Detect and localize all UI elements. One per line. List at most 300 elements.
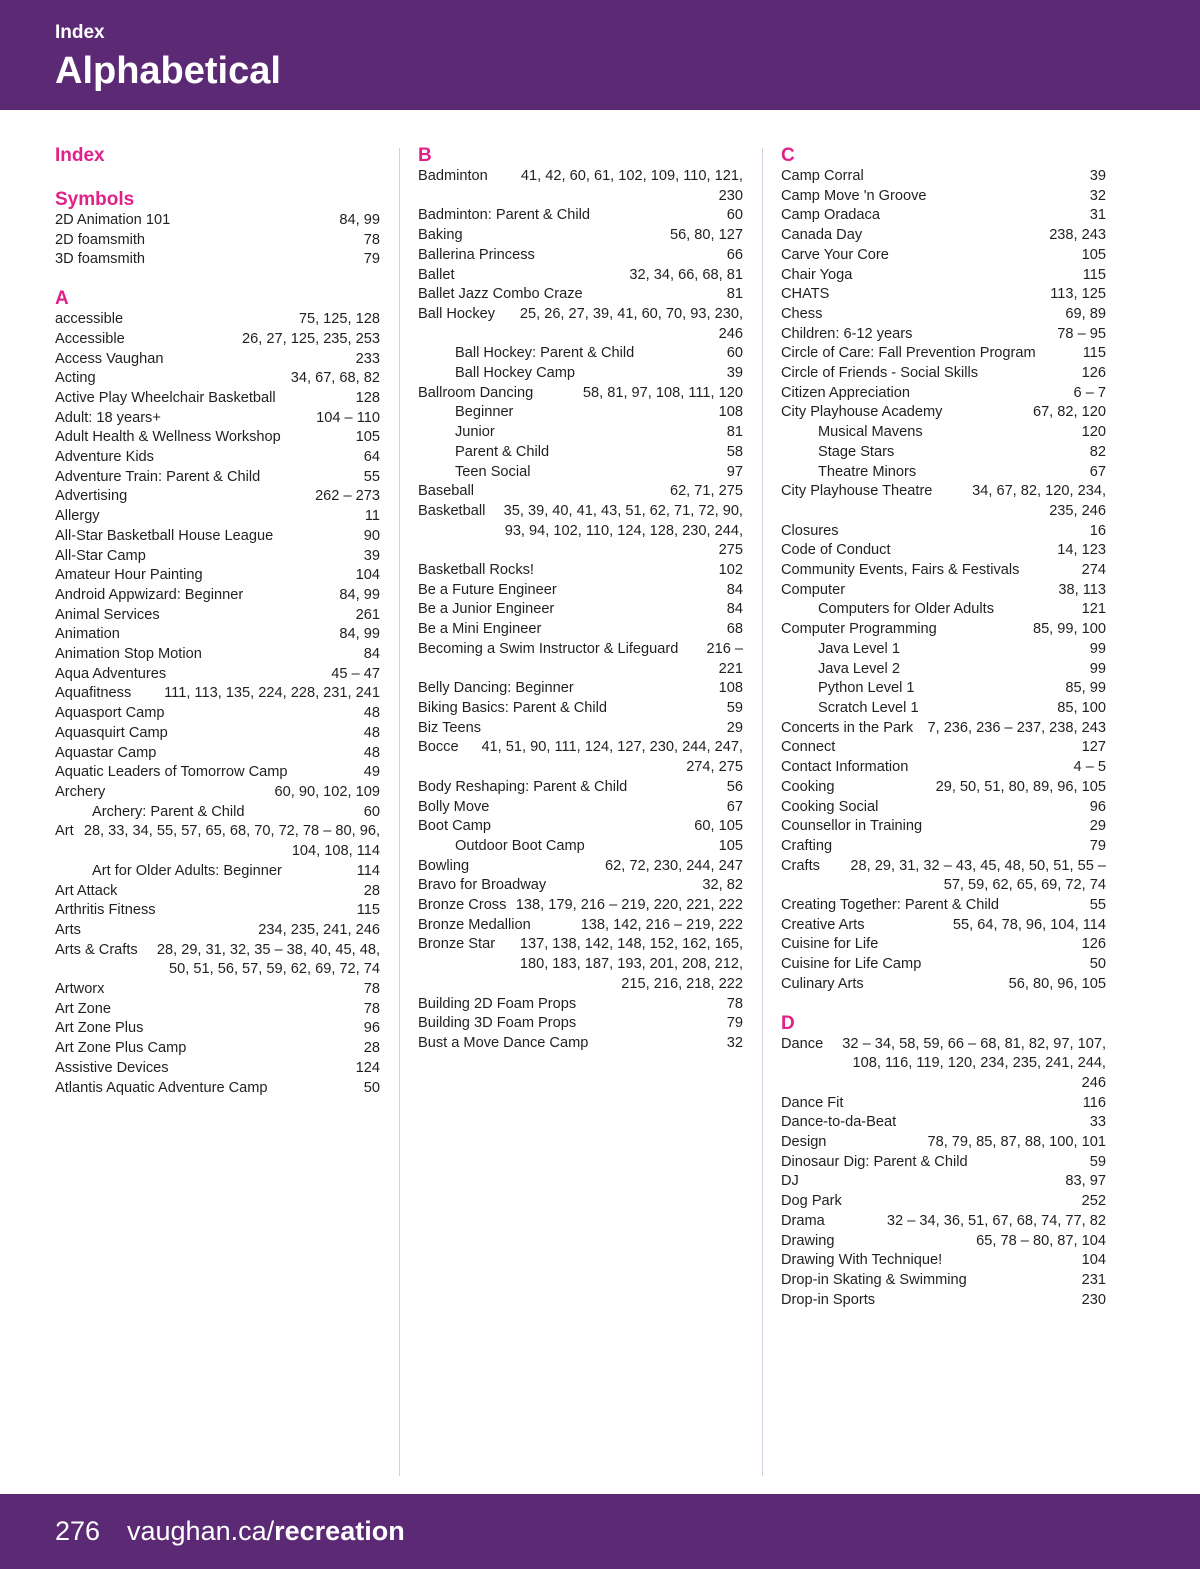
entry-pages: 81 bbox=[726, 286, 743, 303]
entry-pages: 33 bbox=[1089, 1114, 1106, 1131]
entry-pages: 114 bbox=[356, 862, 380, 879]
entry-pages: 233 bbox=[355, 350, 380, 367]
entry-pages: 29 bbox=[726, 719, 743, 736]
entry-term: Biking Basics: Parent & Child bbox=[418, 699, 607, 716]
entry-term: Python Level 1 bbox=[818, 680, 915, 697]
entry-pages: 35, 39, 40, 41, 43, 51, 62, 71, 72, 90, 93, 94, 102, 110, 124, 128, 230, 244, 275 bbox=[503, 502, 743, 559]
index-entry bbox=[418, 817, 743, 837]
entry-term: Contact Information bbox=[781, 759, 909, 776]
index-entry bbox=[55, 547, 380, 567]
index-entry bbox=[781, 285, 1106, 305]
entry-pages: 216 – 221 bbox=[706, 640, 743, 677]
entry-pages: 230 bbox=[1081, 1291, 1106, 1308]
page-number: 276 bbox=[55, 1516, 101, 1546]
index-entry bbox=[55, 665, 380, 685]
entry-term: Citizen Appreciation bbox=[781, 384, 910, 401]
index-entry bbox=[781, 837, 1106, 857]
index-entry bbox=[781, 916, 1106, 936]
index-entry bbox=[55, 448, 380, 468]
index-entry bbox=[55, 389, 380, 409]
index-entry bbox=[55, 803, 380, 823]
index-column-3 bbox=[781, 145, 1106, 1328]
entry-pages: 62, 72, 230, 244, 247 bbox=[605, 857, 743, 874]
url-prefix: vaughan.ca/ bbox=[127, 1516, 275, 1546]
entry-pages: 48 bbox=[363, 705, 380, 722]
entry-term: Aqua Adventures bbox=[55, 665, 167, 682]
entry-pages: 84, 99 bbox=[339, 586, 380, 603]
entry-term: Dance-to-da-Beat bbox=[781, 1114, 897, 1131]
page-header bbox=[0, 0, 1200, 110]
entry-term: Animation bbox=[55, 626, 120, 643]
entry-pages: 50 bbox=[1089, 956, 1106, 973]
index-entry bbox=[418, 798, 743, 818]
entry-term: Crafts bbox=[781, 857, 820, 874]
entry-pages: 58, 81, 97, 108, 111, 120 bbox=[582, 384, 743, 401]
entry-pages: 60 bbox=[726, 207, 743, 224]
entry-pages: 78 – 95 bbox=[1057, 325, 1106, 342]
entry-pages: 67, 82, 120 bbox=[1032, 404, 1106, 421]
entry-pages: 105 bbox=[1081, 246, 1106, 263]
page-title: Alphabetical bbox=[55, 50, 281, 92]
index-entry bbox=[55, 231, 380, 251]
entry-pages: 121 bbox=[1081, 601, 1106, 618]
section-letter: Symbols bbox=[55, 189, 135, 210]
entry-term: Building 2D Foam Props bbox=[418, 995, 577, 1012]
entry-term: Camp Oradaca bbox=[781, 207, 880, 224]
index-entry bbox=[781, 1212, 1106, 1232]
entry-pages: 79 bbox=[1089, 837, 1106, 854]
entry-term: Concerts in the Park bbox=[781, 719, 914, 736]
index-entry bbox=[418, 443, 743, 463]
entry-term: Drama bbox=[781, 1212, 825, 1229]
entry-term: Drawing bbox=[781, 1232, 835, 1249]
entry-pages: 83, 97 bbox=[1065, 1173, 1106, 1190]
entry-pages: 64 bbox=[363, 449, 380, 466]
entry-pages: 50 bbox=[363, 1079, 380, 1096]
entry-term: Dance bbox=[781, 1035, 824, 1052]
entry-term: Dinosaur Dig: Parent & Child bbox=[781, 1153, 968, 1170]
entry-pages: 28 bbox=[363, 1040, 380, 1057]
index-entry bbox=[781, 403, 1106, 423]
entry-pages: 115 bbox=[356, 902, 380, 919]
index-entry bbox=[55, 783, 380, 803]
entry-pages: 6 – 7 bbox=[1073, 384, 1106, 401]
index-entry bbox=[781, 857, 1106, 896]
entry-pages: 115 bbox=[1082, 345, 1106, 362]
entry-pages: 138, 179, 216 – 219, 220, 221, 222 bbox=[515, 897, 743, 914]
entry-term: Design bbox=[781, 1134, 827, 1151]
entry-term: Aquafitness bbox=[55, 685, 132, 702]
entry-term: Active Play Wheelchair Basketball bbox=[55, 389, 276, 406]
entry-term: Camp Move 'n Groove bbox=[781, 187, 927, 204]
index-entry bbox=[781, 798, 1106, 818]
entry-term: Computers for Older Adults bbox=[818, 601, 995, 618]
entry-pages: 105 bbox=[355, 429, 380, 446]
entry-pages: 59 bbox=[726, 699, 743, 716]
entry-pages: 55, 64, 78, 96, 104, 114 bbox=[952, 916, 1106, 933]
index-entry bbox=[781, 226, 1106, 246]
entry-pages: 32 bbox=[726, 1034, 743, 1051]
index-entry bbox=[781, 640, 1106, 660]
entry-pages: 262 – 273 bbox=[315, 488, 380, 505]
index-entry bbox=[418, 206, 743, 226]
index-section bbox=[781, 1013, 1106, 1311]
index-entry bbox=[55, 369, 380, 389]
entry-term: Scratch Level 1 bbox=[818, 699, 919, 716]
entry-term: Computer bbox=[781, 581, 846, 598]
index-entry bbox=[55, 1039, 380, 1059]
index-entry bbox=[781, 620, 1106, 640]
index-entry bbox=[418, 699, 743, 719]
entry-pages: 84 bbox=[726, 581, 743, 598]
entry-pages: 104 – 110 bbox=[316, 409, 380, 426]
entry-term: Basketball Rocks! bbox=[418, 562, 534, 579]
entry-pages: 104 bbox=[355, 567, 380, 584]
entry-pages: 16 bbox=[1089, 522, 1106, 539]
entry-pages: 60, 105 bbox=[694, 818, 743, 835]
entry-pages: 82 bbox=[1089, 443, 1106, 460]
index-entry bbox=[55, 901, 380, 921]
entry-pages: 113, 125 bbox=[1050, 286, 1106, 303]
entry-term: Creating Together: Parent & Child bbox=[781, 897, 999, 914]
index-entry bbox=[55, 1079, 380, 1099]
section-letter: B bbox=[418, 145, 432, 166]
index-entry bbox=[418, 305, 743, 344]
entry-term: Cuisine for Life Camp bbox=[781, 956, 922, 973]
entry-term: Cooking bbox=[781, 778, 835, 795]
entry-pages: 56, 80, 96, 105 bbox=[1008, 975, 1106, 992]
entry-pages: 31 bbox=[1089, 207, 1106, 224]
entry-pages: 56, 80, 127 bbox=[669, 227, 743, 244]
entry-term: Advertising bbox=[55, 488, 128, 505]
entry-term: Community Events, Fairs & Festivals bbox=[781, 562, 1020, 579]
entry-pages: 14, 123 bbox=[1057, 542, 1106, 559]
index-entry bbox=[781, 1172, 1106, 1192]
index-entry bbox=[55, 763, 380, 783]
index-entry bbox=[781, 935, 1106, 955]
entry-term: Access Vaughan bbox=[55, 350, 164, 367]
index-entry bbox=[55, 250, 380, 270]
entry-term: Allergy bbox=[55, 508, 100, 525]
index-entry bbox=[781, 1251, 1106, 1271]
index-entry bbox=[781, 384, 1106, 404]
entry-term: All-Star Camp bbox=[55, 547, 146, 564]
entry-term: Body Reshaping: Parent & Child bbox=[418, 778, 628, 795]
entry-term: Musical Mavens bbox=[818, 424, 923, 441]
index-entry bbox=[55, 684, 380, 704]
entry-pages: 97 bbox=[726, 463, 743, 480]
index-column-2 bbox=[418, 145, 743, 1072]
entry-term: Bust a Move Dance Camp bbox=[418, 1034, 589, 1051]
entry-term: Junior bbox=[455, 424, 495, 441]
entry-term: Art Zone Plus Camp bbox=[55, 1040, 187, 1057]
entry-pages: 28, 29, 31, 32 – 43, 45, 48, 50, 51, 55 – 57, 59, 62, 65, 69, 72, 74 bbox=[850, 857, 1106, 894]
entry-term: Dog Park bbox=[781, 1193, 842, 1210]
entry-term: Artworx bbox=[55, 981, 105, 998]
footer-url[interactable] bbox=[127, 1516, 405, 1547]
entry-term: Teen Social bbox=[455, 463, 531, 480]
entry-pages: 79 bbox=[726, 1015, 743, 1032]
index-entry bbox=[55, 822, 380, 861]
index-entry bbox=[55, 310, 380, 330]
index-entry bbox=[418, 344, 743, 364]
index-entry bbox=[781, 423, 1106, 443]
entry-pages: 102 bbox=[718, 562, 743, 579]
entry-term: 2D Animation 101 bbox=[55, 212, 171, 228]
entry-pages: 68 bbox=[726, 621, 743, 638]
entry-pages: 79 bbox=[363, 251, 380, 268]
entry-pages: 252 bbox=[1081, 1193, 1106, 1210]
entry-term: Ball Hockey: Parent & Child bbox=[455, 345, 635, 362]
entry-pages: 60, 90, 102, 109 bbox=[274, 783, 380, 800]
entry-pages: 108 bbox=[718, 404, 743, 421]
entry-pages: 28 bbox=[363, 882, 380, 899]
entry-pages: 99 bbox=[1089, 660, 1106, 677]
index-entry bbox=[781, 305, 1106, 325]
entry-term: Animal Services bbox=[55, 606, 160, 623]
index-entry bbox=[418, 502, 743, 561]
entry-pages: 261 bbox=[355, 606, 380, 623]
index-entry bbox=[781, 699, 1106, 719]
section-letter: D bbox=[781, 1012, 795, 1034]
index-entry bbox=[55, 744, 380, 764]
entry-term: Be a Junior Engineer bbox=[418, 601, 555, 618]
index-entry bbox=[55, 330, 380, 350]
entry-pages: 67 bbox=[726, 798, 743, 815]
entry-pages: 126 bbox=[1081, 936, 1106, 953]
entry-term: Bowling bbox=[418, 857, 470, 874]
entry-pages: 231 bbox=[1081, 1271, 1106, 1288]
index-entry bbox=[418, 640, 743, 679]
entry-term: Circle of Friends - Social Skills bbox=[781, 365, 979, 382]
entry-term: Arts bbox=[55, 921, 81, 938]
entry-pages: 78, 79, 85, 87, 88, 100, 101 bbox=[927, 1134, 1106, 1151]
entry-pages: 78 bbox=[363, 981, 380, 998]
entry-pages: 78 bbox=[363, 1000, 380, 1017]
index-entry bbox=[55, 625, 380, 645]
entry-pages: 84 bbox=[363, 646, 380, 663]
index-entry bbox=[781, 206, 1106, 226]
entry-term: Ballet bbox=[418, 266, 455, 283]
entry-term: Creative Arts bbox=[781, 916, 865, 933]
entry-pages: 96 bbox=[1089, 798, 1106, 815]
entry-term: All-Star Basketball House League bbox=[55, 527, 274, 544]
entry-term: Basketball bbox=[418, 502, 486, 519]
entry-pages: 108 bbox=[718, 680, 743, 697]
entry-term: Adult Health & Wellness Workshop bbox=[55, 429, 281, 446]
index-entry bbox=[418, 482, 743, 502]
index-entry bbox=[55, 487, 380, 507]
entry-term: Drawing With Technique! bbox=[781, 1252, 943, 1269]
index-entry bbox=[55, 882, 380, 902]
entry-pages: 28, 29, 31, 32, 35 – 38, 40, 45, 48, 50, 51, 56, 57, 59, 62, 69, 72, 74 bbox=[156, 941, 380, 978]
entry-term: Art for Older Adults: Beginner bbox=[92, 862, 282, 879]
entry-term: 2D foamsmith bbox=[55, 231, 146, 248]
entry-term: Bravo for Broadway bbox=[418, 877, 547, 894]
entry-pages: 274 bbox=[1081, 562, 1106, 579]
entry-pages: 99 bbox=[1089, 640, 1106, 657]
index-section bbox=[418, 145, 743, 1054]
index-entry bbox=[418, 364, 743, 384]
entry-term: Archery: Parent & Child bbox=[92, 803, 245, 820]
entry-term: Aquasquirt Camp bbox=[55, 724, 168, 741]
index-entry bbox=[418, 384, 743, 404]
entry-term: Animation Stop Motion bbox=[55, 646, 202, 663]
index-entry bbox=[781, 660, 1106, 680]
entry-pages: 39 bbox=[363, 547, 380, 564]
index-entry bbox=[418, 916, 743, 936]
entry-term: DJ bbox=[781, 1173, 799, 1190]
entry-term: Baseball bbox=[418, 483, 474, 500]
index-entry bbox=[781, 758, 1106, 778]
entry-pages: 59 bbox=[1089, 1153, 1106, 1170]
entry-term: CHATS bbox=[781, 286, 830, 303]
index-entry bbox=[418, 935, 743, 994]
index-entry bbox=[418, 561, 743, 581]
entry-pages: 45 – 47 bbox=[331, 665, 380, 682]
index-entry bbox=[418, 896, 743, 916]
index-entry bbox=[781, 581, 1106, 601]
index-entry bbox=[55, 921, 380, 941]
entry-term: Bronze Medallion bbox=[418, 916, 531, 933]
entry-term: Bronze Star bbox=[418, 936, 496, 953]
entry-pages: 78 bbox=[726, 995, 743, 1012]
entry-pages: 48 bbox=[363, 724, 380, 741]
entry-term: accessible bbox=[55, 311, 124, 328]
entry-term: Art Zone Plus bbox=[55, 1020, 144, 1037]
entry-pages: 105 bbox=[718, 837, 743, 854]
entry-term: Aquasport Camp bbox=[55, 705, 165, 722]
index-entry bbox=[55, 586, 380, 606]
entry-term: Badminton bbox=[418, 168, 488, 184]
index-entry bbox=[781, 344, 1106, 364]
entry-term: Archery bbox=[55, 783, 106, 800]
entry-pages: 32 – 34, 58, 59, 66 – 68, 81, 82, 97, 107, 108, 116, 119, 120, 234, 235, 241, 244, 246 bbox=[842, 1035, 1106, 1091]
entry-term: Amateur Hour Painting bbox=[55, 567, 203, 584]
index-entry bbox=[418, 1014, 743, 1034]
entry-pages: 84, 99 bbox=[339, 626, 380, 643]
index-entry bbox=[55, 606, 380, 626]
entry-pages: 238, 243 bbox=[1049, 227, 1106, 244]
entry-pages: 25, 26, 27, 39, 41, 60, 70, 93, 230, 246 bbox=[519, 305, 743, 342]
header-kicker: Index bbox=[55, 22, 105, 43]
entry-pages: 137, 138, 142, 148, 152, 162, 165, 180, 183, 187, 193, 201, 208, 212, 215, 216, 218, 222 bbox=[519, 936, 743, 992]
entry-term: Carve Your Core bbox=[781, 246, 889, 263]
index-entry bbox=[55, 980, 380, 1000]
index-entry bbox=[781, 600, 1106, 620]
entry-term: Dance Fit bbox=[781, 1094, 844, 1111]
index-entry bbox=[781, 1271, 1106, 1291]
entry-pages: 85, 99, 100 bbox=[1032, 621, 1106, 638]
index-entry bbox=[418, 266, 743, 286]
entry-term: 3D foamsmith bbox=[55, 251, 146, 268]
index-entry bbox=[55, 350, 380, 370]
entry-term: Ballerina Princess bbox=[418, 246, 535, 263]
index-section bbox=[55, 288, 380, 1098]
entry-pages: 115 bbox=[1082, 266, 1106, 283]
index-entry bbox=[418, 167, 743, 206]
index-entry bbox=[55, 1019, 380, 1039]
index-entry bbox=[418, 876, 743, 896]
index-entry bbox=[55, 566, 380, 586]
entry-pages: 111, 113, 135, 224, 228, 231, 241 bbox=[164, 685, 380, 702]
entry-pages: 29, 50, 51, 80, 89, 96, 105 bbox=[935, 778, 1106, 795]
index-entry bbox=[418, 679, 743, 699]
entry-term: Art Attack bbox=[55, 882, 118, 899]
entry-pages: 49 bbox=[363, 764, 380, 781]
entry-pages: 127 bbox=[1081, 739, 1106, 756]
index-entry bbox=[418, 600, 743, 620]
index-entry bbox=[418, 1034, 743, 1054]
section-letter: C bbox=[781, 145, 795, 166]
column-divider bbox=[399, 148, 400, 1476]
entry-term: Aquatic Leaders of Tomorrow Camp bbox=[55, 764, 288, 781]
entry-term: Chess bbox=[781, 305, 823, 322]
entry-term: Ballet Jazz Combo Craze bbox=[418, 286, 583, 303]
index-entry bbox=[55, 507, 380, 527]
entry-term: Ball Hockey bbox=[418, 305, 496, 322]
entry-pages: 81 bbox=[726, 424, 743, 441]
entry-pages: 84, 99 bbox=[339, 212, 380, 228]
entry-term: Computer Programming bbox=[781, 621, 937, 638]
index-entry bbox=[781, 738, 1106, 758]
entry-pages: 60 bbox=[363, 803, 380, 820]
entry-term: Accessible bbox=[55, 330, 125, 347]
entry-term: Canada Day bbox=[781, 227, 863, 244]
entry-term: Drop-in Skating & Swimming bbox=[781, 1271, 967, 1288]
entry-term: Art Zone bbox=[55, 1000, 111, 1017]
entry-term: Bronze Cross bbox=[418, 897, 507, 914]
index-entry bbox=[781, 482, 1106, 521]
index-entry bbox=[781, 955, 1106, 975]
entry-pages: 67 bbox=[1089, 463, 1106, 480]
entry-pages: 32 bbox=[1089, 187, 1106, 204]
entry-pages: 28, 33, 34, 55, 57, 65, 68, 70, 72, 78 – 80, 96, 104, 108, 114 bbox=[83, 823, 380, 860]
entry-term: Biz Teens bbox=[418, 719, 482, 736]
index-entry bbox=[418, 226, 743, 246]
index-entry bbox=[781, 443, 1106, 463]
index-entry bbox=[781, 561, 1106, 581]
entry-term: Cooking Social bbox=[781, 798, 879, 815]
entry-pages: 128 bbox=[355, 389, 380, 406]
index-entry bbox=[781, 266, 1106, 286]
entry-pages: 34, 67, 82, 120, 234, 235, 246 bbox=[972, 483, 1106, 519]
index-entry bbox=[55, 941, 380, 980]
entry-pages: 41, 42, 60, 61, 102, 109, 110, 121, 230 bbox=[520, 168, 743, 204]
index-entry bbox=[418, 778, 743, 798]
index-entry bbox=[55, 645, 380, 665]
entry-pages: 69, 89 bbox=[1065, 305, 1106, 322]
entry-pages: 62, 71, 275 bbox=[669, 483, 743, 500]
index-entry bbox=[55, 409, 380, 429]
entry-term: Ballroom Dancing bbox=[418, 384, 534, 401]
index-entry bbox=[781, 541, 1106, 561]
entry-term: Drop-in Sports bbox=[781, 1291, 876, 1308]
index-entry bbox=[781, 1153, 1106, 1173]
entry-term: Beginner bbox=[455, 404, 514, 421]
entry-pages: 234, 235, 241, 246 bbox=[258, 921, 380, 938]
index-entry bbox=[418, 719, 743, 739]
entry-pages: 55 bbox=[363, 468, 380, 485]
index-entry bbox=[418, 463, 743, 483]
index-section bbox=[55, 189, 380, 270]
entry-term: Atlantis Aquatic Adventure Camp bbox=[55, 1079, 268, 1096]
index-entry bbox=[55, 724, 380, 744]
index-entry bbox=[55, 468, 380, 488]
entry-term: Boot Camp bbox=[418, 818, 492, 835]
entry-pages: 126 bbox=[1081, 365, 1106, 382]
index-entry bbox=[781, 463, 1106, 483]
